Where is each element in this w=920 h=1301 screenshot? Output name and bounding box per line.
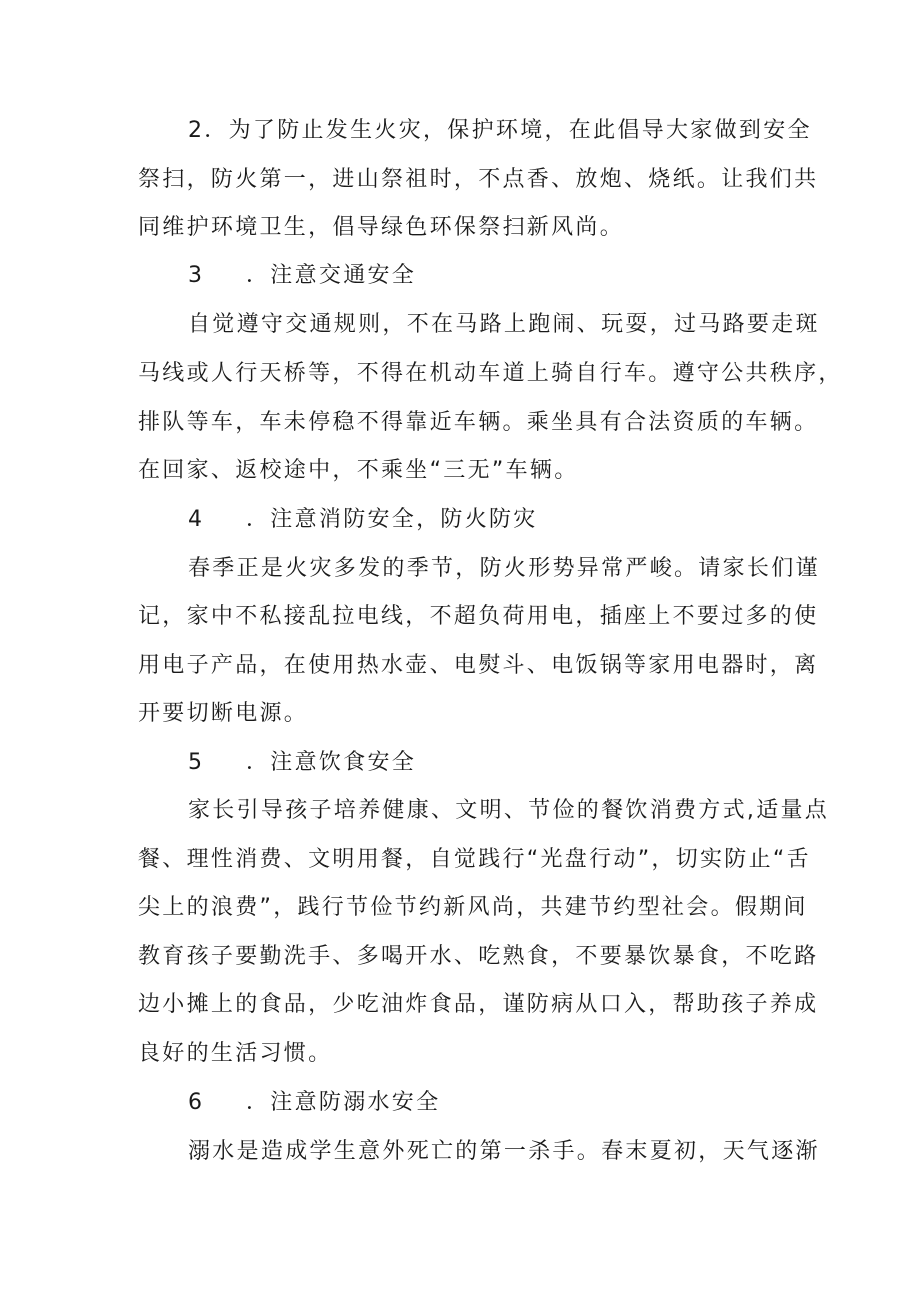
section-heading-6 bbox=[188, 1089, 848, 1117]
section-heading-4 bbox=[188, 506, 848, 534]
paragraph-line: 餐、理性消费、文明用餐，自觉践行“光盘行动”，切实防止“舌 bbox=[138, 847, 811, 872]
paragraph-line: 用电子产品，在使用热水壶、电熨斗、电饭锅等家用电器时，离 bbox=[138, 653, 819, 678]
section-heading-5 bbox=[188, 749, 848, 777]
heading-number: 6 bbox=[188, 1090, 205, 1115]
heading-text: ．注意交通安全 bbox=[246, 263, 417, 288]
paragraph-line: 边小摊上的食品，少吃油炸食品，谨防病从口入，帮助孩子养成 bbox=[138, 992, 819, 1017]
paragraph-line: 马线或人行天桥等，不得在机动车道上骑自行车。遵守公共秩序， bbox=[138, 361, 843, 386]
paragraph-line: 同维护环境卫生，倡导绿色环保祭扫新风尚。 bbox=[138, 215, 625, 240]
paragraph-line: 记，家中不私接乱拉电线，不超负荷用电，插座上不要过多的使 bbox=[138, 604, 819, 629]
heading-number: 4 bbox=[188, 507, 205, 532]
paragraph-line: 教育孩子要勤洗手、多喝开水、吃熟食，不要暴饮暴食，不吃路 bbox=[138, 944, 819, 969]
paragraph-line: 尖上的浪费”，践行节俭节约新风尚，共建节约型社会。假期间 bbox=[138, 895, 808, 920]
paragraph-line: 良好的生活习惯。 bbox=[138, 1041, 333, 1066]
heading-text: ．注意防溺水安全 bbox=[246, 1090, 441, 1115]
paragraph-line: 2．为了防止发生火灾，保护环境，在此倡导大家做到安全 bbox=[188, 118, 812, 143]
heading-text: ．注意消防安全，防火防灾 bbox=[246, 507, 538, 532]
paragraph-line: 家长引导孩子培养健康、文明、节俭的餐饮消费方式,适量点 bbox=[188, 798, 830, 823]
section-heading-3 bbox=[188, 262, 848, 290]
paragraph-line: 在回家、返校途中，不乘坐“三无”车辆。 bbox=[138, 458, 579, 483]
paragraph-line: 自觉遵守交通规则，不在马路上跑闹、玩耍，过马路要走斑 bbox=[188, 312, 820, 337]
paragraph-line: 溺水是造成学生意外死亡的第一杀手。春末夏初，天气逐渐 bbox=[188, 1139, 820, 1164]
paragraph-line: 排队等车，车未停稳不得靠近车辆。乘坐具有合法资质的车辆。 bbox=[138, 410, 819, 435]
paragraph-line: 祭扫，防火第一，进山祭祖时，不点香、放炮、烧纸。让我们共 bbox=[138, 167, 819, 192]
heading-number: 3 bbox=[188, 263, 205, 288]
paragraph-line: 开要切断电源。 bbox=[138, 701, 309, 726]
paragraph-line: 春季正是火灾多发的季节，防火形势异常严峻。请家长们谨 bbox=[188, 556, 820, 581]
heading-number: 5 bbox=[188, 750, 205, 775]
heading-text: ．注意饮食安全 bbox=[246, 750, 417, 775]
